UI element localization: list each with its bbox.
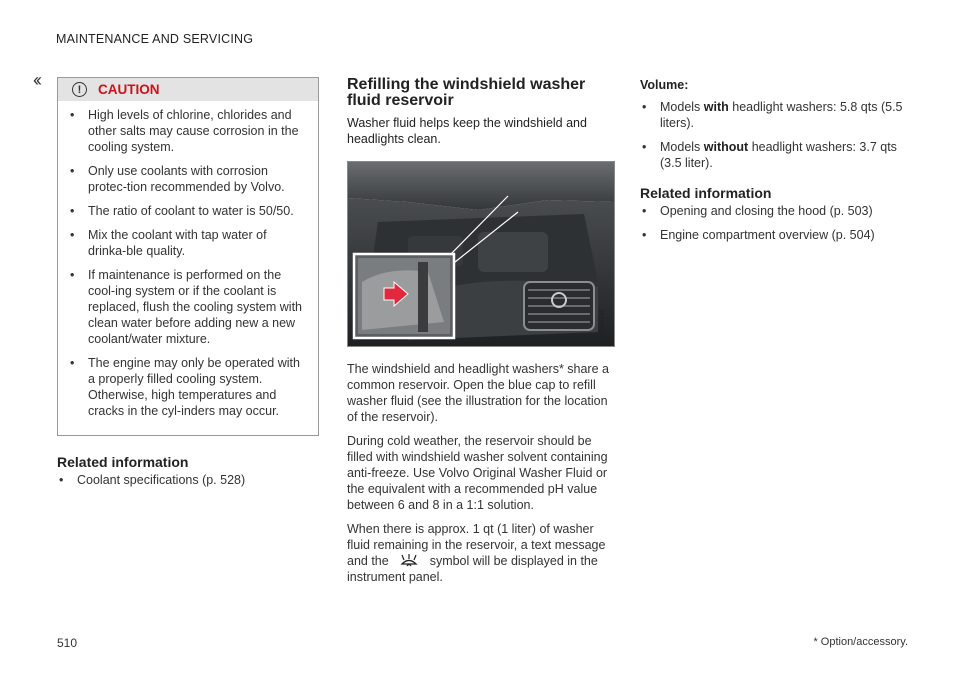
volume-label: Volume:: [640, 78, 689, 92]
paragraph: During cold weather, the reservoir should be filled with windshield washer solvent containing anti-freeze. Use Volvo Original Washer Fluid or the equivalent with a recommended pH value between 6 and 8 in a 1:1 solution.: [347, 434, 608, 512]
list-item: • The engine may only be operated with a properly filled cooling system. Otherwise, high temperatures and cracks in the cyl-inders may occur.: [68, 355, 304, 419]
intro-text: Washer fluid helps keep the windshield and headlights clean.: [347, 116, 587, 146]
related-list: [640, 203, 910, 243]
section-header: MAINTENANCE AND SERVICING: [56, 32, 254, 46]
list-item: • Mix the coolant with tap water of drinka-ble quality.: [68, 227, 304, 259]
caution-box: [57, 77, 319, 436]
caution-title: CAUTION: [98, 81, 160, 97]
related-link[interactable]: • Coolant specifications (p. 528): [57, 472, 319, 488]
engine-bay-photo: [347, 161, 615, 347]
caution-list: [58, 101, 318, 435]
related-heading: Related information: [640, 185, 772, 201]
list-item: • If maintenance is performed on the cool-ing system or if the coolant is replaced, flush the cooling system with clean water before adding new a new coolant/water mixture.: [68, 267, 304, 347]
paragraph-text: symbol will be displayed in the instrument panel.: [347, 554, 598, 584]
back-nav-icon[interactable]: ‹‹: [33, 70, 39, 90]
paragraph: [347, 521, 614, 585]
related-link[interactable]: • Engine compartment overview (p. 504): [640, 227, 910, 243]
washer-fluid-icon: [400, 554, 418, 567]
list-item: • High levels of chlorine, chlorides and other salts may cause corrosion in the cooling system.: [68, 107, 304, 155]
page-title: Refilling the windshield washer fluid reservoir: [347, 76, 586, 109]
related-link[interactable]: • Opening and closing the hood (p. 503): [640, 203, 910, 219]
figure-code: G069746: [600, 309, 606, 334]
related-heading: Related information: [57, 454, 189, 470]
right-column: [640, 77, 910, 251]
middle-column: [347, 77, 614, 593]
footnote: * Option/accessory.: [813, 636, 908, 648]
page-number: 510: [57, 636, 78, 650]
list-item: • Models without headlight washers: 3.7 qts (3.5 liter).: [640, 139, 910, 171]
related-list: [57, 472, 319, 488]
volume-list: [640, 99, 910, 171]
list-item: • Models with headlight washers: 5.8 qts (5.5 liters).: [640, 99, 910, 131]
engine-bay-illustration: [348, 162, 614, 346]
list-item: • Only use coolants with corrosion protec-tion recommended by Volvo.: [68, 163, 304, 195]
paragraph-text: When there is approx. 1 qt (1 liter) of washer fluid remaining in the reservoir, a text message and the: [347, 522, 606, 568]
paragraph: The windshield and headlight washers* share a common reservoir. Open the blue cap to refill washer fluid (see the illustration for the location of the reservoir).: [347, 362, 609, 424]
exclamation-icon: !: [72, 82, 87, 97]
caution-header: [58, 78, 318, 101]
list-item: • The ratio of coolant to water is 50/50.: [68, 203, 304, 219]
left-column: [57, 77, 319, 496]
